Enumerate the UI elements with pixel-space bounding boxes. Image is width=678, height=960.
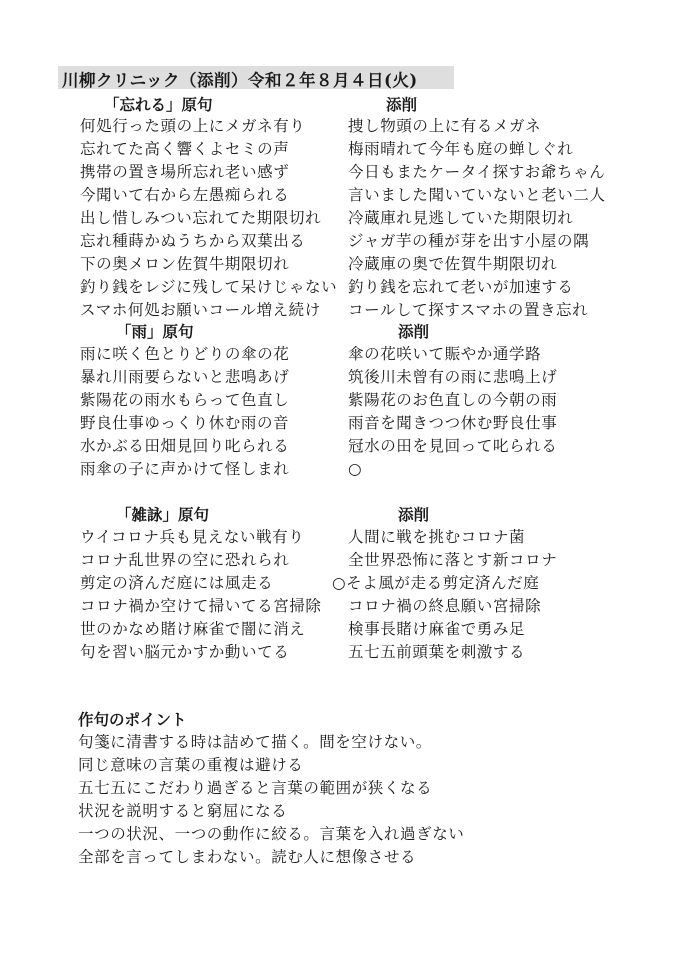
section-2-revised-line: 冠水の田を見回って叱られる [348, 437, 558, 455]
point-item: 同じ意味の言葉の重複は避ける [78, 756, 304, 774]
section-1-original-line: 忘れ種蒔かぬうちから双葉出る [80, 232, 306, 250]
section-1-revised-line: 今日もまたケータイ探すお爺ちゃん [348, 163, 606, 181]
section-1-original-line: 釣り銭をレジに残して呆けじゃない [80, 278, 338, 296]
page-title: 川柳クリニック（添削）令和２年８月４日(火) [62, 71, 418, 90]
section-1-original-line: 何処行った頭の上にメガネ有り [80, 117, 306, 135]
section-3-revised-line: ○そよ風が走る剪定済んだ庭 [332, 574, 540, 592]
point-item: 状況を説明すると窮屈になる [78, 802, 288, 820]
section-3-revised-line: 人間に戦を挑むコロナ菌 [348, 528, 526, 546]
section-1-revised-line: 冷蔵庫の奥で佐賀牛期限切れ [348, 255, 558, 273]
section-1-revised-line: コールして探すスマホの置き忘れ [348, 301, 589, 319]
section-1-original-line: 出し惜しみつい忘れてた期限切れ [80, 209, 322, 227]
section-3-original-line: 剪定の済んだ庭には風走る [80, 574, 274, 592]
section-1-original-header: 「忘れる」原句 [104, 95, 213, 114]
section-2-revised-line: 筑後川未曾有の雨に悲鳴上げ [348, 368, 558, 386]
section-3-original-line: ウイコロナ兵も見えない戦有り [80, 528, 305, 546]
section-3-original-header: 「雑詠」原句 [116, 505, 210, 524]
section-1-revised-line: 釣り銭を忘れて老いが加速する [348, 278, 574, 296]
section-1-revised-line: 梅雨晴れて今年も庭の蝉しぐれ [348, 140, 574, 158]
section-3-original-line: コロナ禍か空けて掃いてる宮掃除 [80, 597, 322, 615]
point-item: 全部を言ってしまわない。読む人に想像させる [78, 848, 417, 866]
section-3-revised-line: コロナ禍の終息願い宮掃除 [348, 597, 542, 615]
section-2-original-line: 暴れ川雨要らないと悲鳴あげ [80, 368, 290, 386]
section-2-revised-header: 添削 [398, 322, 430, 341]
section-3-original-line: 世のかなめ賭け麻雀で闇に消え [80, 620, 306, 638]
section-2-original-line: 水かぶる田畑見回り叱られる [80, 437, 290, 455]
section-3-revised-line: 全世界恐怖に落とす新コロナ [348, 551, 558, 569]
section-2-revised-line: ○ [348, 460, 363, 478]
section-3-original-line: 句を習い脳元かすか動いてる [80, 643, 290, 661]
section-3-revised-line: 検事長賭け麻雀で勇み足 [348, 620, 526, 638]
section-2-original-line: 野良仕事ゆっくり休む雨の音 [80, 414, 290, 432]
point-item: 五七五にこだわり過ぎると言葉の範囲が狭くなる [78, 779, 433, 797]
section-2-original-line: 紫陽花の雨水もらって色直し [80, 391, 290, 409]
section-1-original-line: 今聞いて右から左愚痴られる [80, 186, 290, 204]
section-1-revised-line: ジャガ芋の種が芽を出す小屋の隅 [348, 232, 590, 250]
section-2-revised-line: 紫陽花のお色直しの今朝の雨 [348, 391, 558, 409]
point-item: 句箋に清書する時は詰めて描く。間を空けない。 [78, 733, 432, 751]
section-1-original-line: 下の奥メロン佐賀牛期限切れ [80, 255, 290, 273]
section-3-revised-line: 五七五前頭葉を刺激する [348, 643, 526, 661]
section-1-revised-header: 添削 [386, 95, 418, 114]
section-2-original-line: 雨に咲く色とりどりの傘の花 [80, 345, 290, 363]
section-1-revised-line: 言いました聞いていないと老い二人 [348, 186, 606, 204]
section-1-original-line: 忘れてた高く響くよセミの声 [80, 140, 290, 158]
section-1-revised-line: 冷蔵庫れ見逃していた期限切れ [348, 209, 574, 227]
section-2-revised-line: 雨音を聞きつつ休む野良仕事 [348, 414, 558, 432]
section-1-original-line: スマホ何処お願いコール増え続け [80, 301, 321, 319]
section-3-original-line: コロナ乱世界の空に恐れられ [80, 551, 290, 569]
section-1-revised-line: 捜し物頭の上に有るメガネ [348, 117, 542, 135]
section-2-revised-line: 傘の花咲いて賑やか通学路 [348, 345, 542, 363]
section-2-original-header: 「雨」原句 [116, 322, 194, 341]
section-2-original-line: 雨傘の子に声かけて怪しまれ [80, 460, 290, 478]
section-3-revised-header: 添削 [398, 505, 430, 524]
point-item: 一つの状況、一つの動作に絞る。言葉を入れ過ぎない [78, 825, 465, 843]
section-1-original-line: 携帯の置き場所忘れ老い感ず [80, 163, 290, 181]
points-heading: 作句のポイント [78, 710, 187, 729]
